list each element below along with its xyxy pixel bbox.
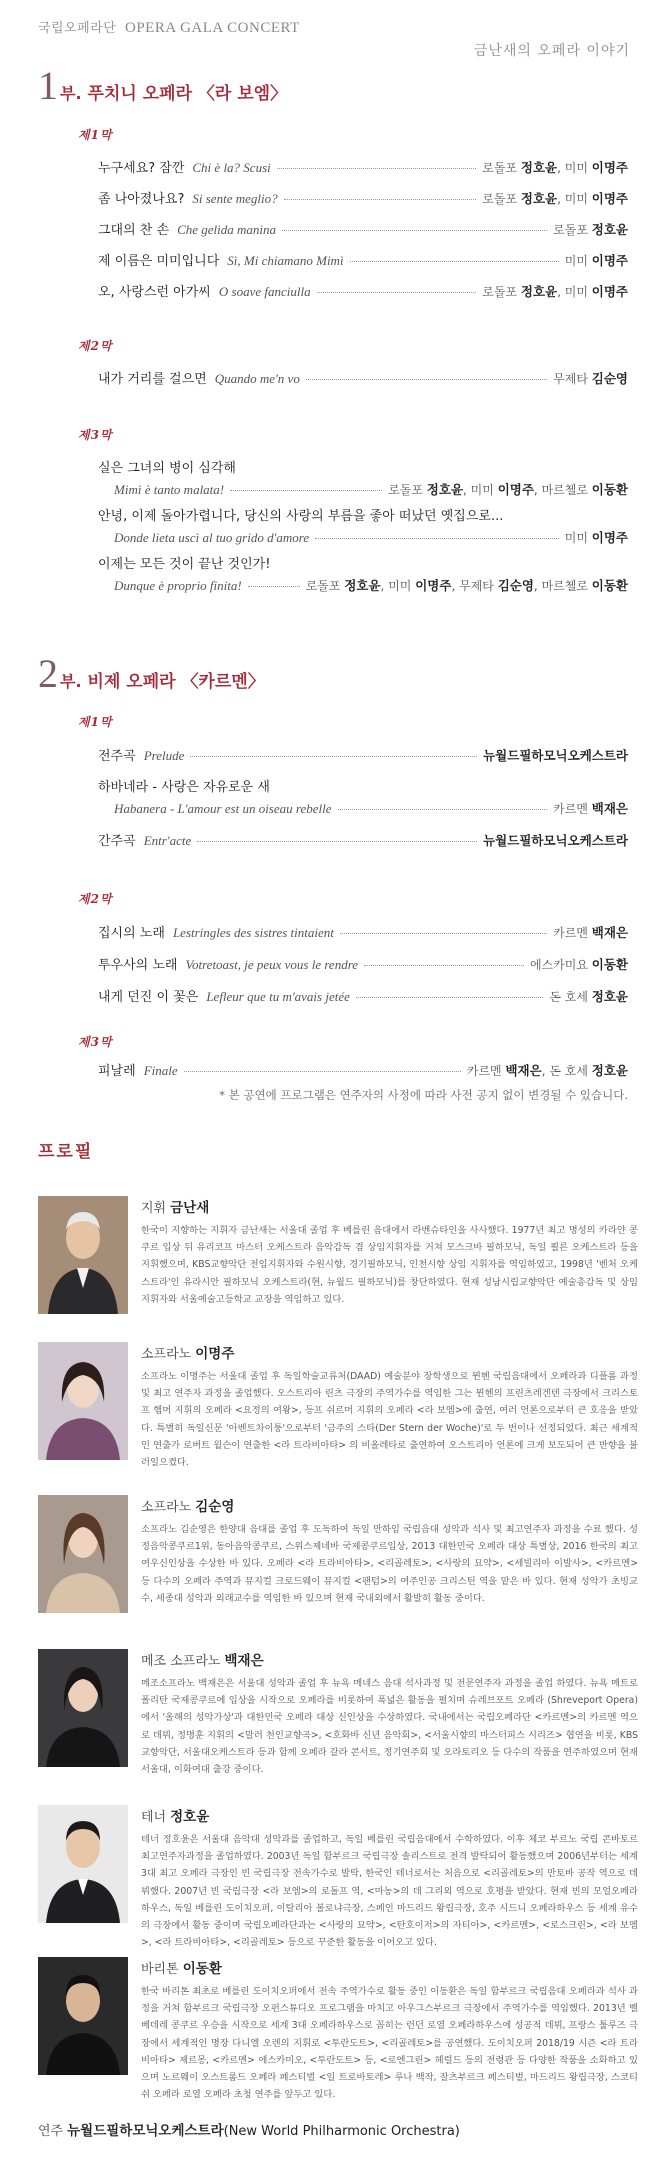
song-title-ko: 투우사의 노래 [98, 958, 178, 973]
program-row [98, 368, 628, 387]
leader-dots [364, 965, 524, 966]
profile-name: 김순영 [195, 1499, 235, 1515]
profile-bio: 메조소프라노 백재은은 서울대 성악과 졸업 후 뉴욕 메네스 음대 석사과정 및 전문연주자 과정을 졸업 하였다. 뉴욕 메트로폴리탄 국제콩쿠르에 입상을 시작으로 오페라를 비롯하여 폭넓은 활동을 펼치며 슈레브포트 오페라 (Shreveport Opera) 에서 '올해의 성악가상'과 대한민국 오페라 대상 신인상을 수상하였다. 국내에서는 국립오페라단 <카르멘>의 카르멘 역으로 데뷔, 정명훈 지휘의 <말러 천인교향곡>, <호화바 신년 음악회>, <서울시향의 마스터피스 시리즈> 협연을 비롯, KBS교향악단, 서울대오케스트라 등과 함께 오페라 갈라 콘서트, 정기연주회 및 오라토리오 등 다수의 작품을 연주하였으며 현재 서울대, 이화여대 출강 중이다. [141, 1678, 638, 1776]
song-title-ko: 그대의 찬 손 [98, 223, 170, 238]
leader-dots [230, 490, 382, 491]
header [0, 0, 670, 62]
cast: 미미 이명주 [564, 253, 628, 268]
part1-title: 푸치니 오페라 〈라 보엠〉 [87, 84, 288, 104]
cast: 무제타 김순영 [553, 371, 628, 386]
song-title-ko: 제 이름은 미미입니다 [98, 254, 220, 269]
song-title-ko: 안녕, 이제 돌아가렵니다, 당신의 사랑의 부름을 좋아 떠났던 옛집으로... [98, 509, 504, 524]
part2-act1-label: 제1막 [78, 715, 113, 729]
profile-name: 이동환 [182, 1961, 222, 1977]
song-title-original: Votretoast, je peux vous le rendre [185, 957, 359, 972]
song-title-original: O soave fanciulla [218, 284, 311, 299]
profile-bio: 한국 바리톤 최초로 베를린 도이치오퍼에서 전속 주역가수로 활동 중인 이동환은 독일 함부르크 국립음대 오페라과 석사 과정을 거쳐 함부르크 국립극장 오펀스튜디오 프로그램을 마치고 아우그스부르크 극장에서 주역가수를 역임했다. 2013년 벨베데레 콩쿠르 우승을 시작으로 세계 3대 오페라하우스로 꼽히는 런던 로열 오페라하우스에 성공적 데뷔, 프랑스 툴루즈 극장에서 세계적인 명장 다니엘 오렌의 지휘로 <투란도트>, <리골레토>를 공연했다. 도이치오퍼 2018/19 시즌 <라 트라비아타> 제르몽, <카르멘> 에스카미오, <투란도트> 등, <로엔그린> 헤럴드 등의 전령관 등 다양한 작품을 소화하고 있으며 노르웨이 오스트롬드 오페라 페스티벌 <일 트로바토레> 루나 백작, 잘츠부르크 페스티벌, 마드리드 왕립극장, 스코티쉬 오페라 로열 오페라 초청 연주를 앞두고 있다. [141, 1986, 639, 2101]
part1-number: 1 [38, 63, 58, 108]
song-title-ko: 내가 거리를 걸으면 [98, 372, 207, 387]
program-row [98, 457, 628, 498]
song-title-original: Che gelida manina [177, 222, 276, 237]
profile-bio: 소프라노 김순영은 한양대 음대를 졸업 후 도독하여 독일 만하임 국립음대 성악과 석사 및 최고연주자 과정을 수료 했다. 성정음악콩쿠르1위, 동아음악콩쿠르, 스위스제네바 국제콩쿠르입상, 2013 대한민국 오페라 대상 특별상, 2016 한국의 최고 여우신인상을 수상한 바 있다. 오페라 <라 트라비아타>, <리골레토>, <사랑의 묘약>, <세빌리아 이발사>, <카르멘> 등 다수의 오페라 주역과 뮤지컬 크로드웨이 뮤지컬 <팬텀>의 여주인공 크리스틴 역을 맡은 바 있다. 현재 성악가 초빙교수, 세종대 성악과 외래교수를 역임한 바 있으며 현재 국내외에서 활발히 활동 중이다. [141, 1524, 638, 1604]
program-change-note: * 본 공연에 프로그램은 연주자의 사정에 따라 사전 공지 없이 변경될 수 있습니다. [219, 1088, 628, 1102]
profile-name: 백재은 [224, 1653, 264, 1669]
song-title-original: Lestringles des sistres tintaient [172, 925, 334, 940]
part1-act2-label: 제2막 [78, 339, 113, 353]
program-row [98, 188, 628, 207]
part2-act3-label: 제3막 [78, 1035, 113, 1049]
song-title-original: Dunque è proprio finita! [114, 578, 242, 593]
program-row [98, 830, 628, 849]
song-title-ko: 오, 사랑스런 아가씨 [98, 285, 211, 300]
cast: 로돌포 정호윤, 미미 이명주, 마르첼로 이동환 [388, 482, 628, 497]
part2-number: 2 [38, 651, 58, 696]
cast: 로돌포 정호윤 [553, 222, 628, 237]
baritone-lee-photo [38, 1957, 128, 2075]
cast: 미미 이명주 [564, 530, 628, 545]
org-name-ko: 국립오페라단 [38, 21, 117, 36]
leader-dots [184, 1071, 461, 1072]
profile-name: 금난새 [170, 1200, 210, 1216]
song-title-ko: 내게 던진 이 꽃은 [98, 990, 199, 1005]
leader-dots [315, 538, 559, 539]
profile-role: 소프라노 [141, 1500, 192, 1515]
profile-heading: 프로필 [38, 1142, 94, 1162]
cast: 뉴월드필하모닉오케스트라 [483, 833, 628, 848]
program-row [98, 553, 628, 594]
song-title-original: Chi è la? Scusi [192, 160, 271, 175]
part2-bu: 부. [60, 672, 82, 691]
cast: 로돌포 정호윤, 미미 이명주 [482, 191, 628, 206]
profile-bio: 소프라노 이명주는 서울대 졸업 후 독일학술교류처(DAAD) 예술분야 장학생으로 뮌헨 국립음대에서 오페라과 디플롬 과정 및 최고 연주자 과정을 졸업했다. 오스트리아 린츠 극장의 주역가수를 역임한 그는 뮌헨의 프린츠레겐텐 극장에서 크리스토프 햄머 지휘의 오페라 <요정의 여왕>, 등프 쉬르머 지휘의 오페라 <라 보엠>에 출연, 여러 언론으로부터 큰 호응을 받았다. 특별히 독일신문 '아벤트차이퉁'으로부터 '금주의 스타(Der Stern der Woche)'로 두 번이나 선정되었다. 최근 세계적인 연출가 로버트 윌슨이 연출한 <라 트라비아타> 의 비올레타로 출연하여 오스트리아 언론에 크게 보도되어 큰 반향을 불러일으켰다. [141, 1371, 638, 1469]
leader-dots [277, 168, 477, 169]
profile-name: 이명주 [195, 1346, 235, 1362]
profile-role: 테너 [141, 1810, 167, 1825]
cast: 카르멘 백재은 [553, 801, 628, 816]
conductor-photo [38, 1196, 128, 1314]
leader-dots [190, 756, 477, 757]
profile-bio: 테너 정호윤은 서울대 음악대 성악과를 졸업하고, 독일 베를린 국립음대에서 수학하였다. 이후 체코 부르노 국립 콘바토르 최고연주자과정을 졸업하였다. 2003년 독일 함부르크 국립극장 솔리스트로 전격 발탁되어 활동했으며 2006년부터는 세계 3대 최고 오페라 극장인 빈 국립극장 전속가수로 발탁, 한국인 테너로서는 처음으로 <리골레토>의 만토바 공작 역으로 데뷔했다. 2007년 빈 국립극장 <라 보엠>의 로돌프 역, <마농>의 데 그리외 역으로 호평을 받았다. 현재 빈의 모얼오페라하우스, 독일 베를린 도이치오퍼, 이탈리아 볼로냐극장, 스페인 마드리드 왕립극장, 호주 시드니 오페라하우스 등 세계 유수의 극장에서 활동 중이며 국립오페라단과는 <사랑의 묘약>, <탄호이저>의 자티아>, <카르멘>, <로스크린>, <라 보엠>, <라 트라비아타>, <리골레토> 등으로 꾸준한 활동을 이어오고 있다. [141, 1834, 638, 1949]
mezzo-baek-photo [38, 1649, 128, 1767]
song-title-original: Entr'acte [143, 833, 192, 848]
part1-bu: 부. [60, 84, 82, 103]
org-name-en: OPERA GALA CONCERT [125, 20, 300, 36]
profile-role: 소프라노 [141, 1347, 192, 1362]
tenor-jung-photo [38, 1805, 128, 1923]
leader-dots [338, 809, 548, 810]
song-title-original: Prelude [143, 748, 185, 763]
cast: 에스카미요 이동환 [529, 957, 628, 972]
leader-dots [197, 841, 477, 842]
song-title-original: Si sente meglio? [192, 191, 278, 206]
program-row [98, 219, 628, 238]
program-row [98, 986, 628, 1005]
leader-dots [350, 261, 559, 262]
song-title-ko: 좀 나아졌나요? [98, 192, 185, 207]
program-row [98, 157, 628, 176]
program-row [98, 1060, 628, 1079]
song-title-ko: 집시의 노래 [98, 926, 165, 941]
cast: 로돌포 정호윤, 미미 이명주, 무제타 김순영, 마르첼로 이동환 [305, 578, 628, 593]
song-title-ko: 실은 그녀의 병이 심각해 [98, 461, 236, 476]
part1-heading [38, 62, 287, 109]
ensemble-label: 연주 [38, 2124, 64, 2139]
part2-act2-label: 제2막 [78, 892, 113, 906]
program-row [98, 954, 628, 973]
part1-act3-label: 제3막 [78, 428, 113, 442]
leader-dots [356, 997, 543, 998]
program-row [98, 745, 628, 764]
ensemble-name-en: (New World Philharmonic Orchestra) [223, 2124, 460, 2139]
program-row [98, 505, 628, 546]
song-title-ko: 하바네라 - 사랑은 자유로운 새 [98, 780, 270, 795]
ensemble-name: 뉴월드필하모닉오케스트라 [67, 2123, 224, 2139]
cast: 로돌포 정호윤, 미미 이명주 [482, 160, 628, 175]
song-title-ko: 전주곡 [98, 749, 136, 764]
profile-role: 메조 소프라노 [141, 1654, 221, 1669]
leader-dots [306, 379, 547, 380]
cast: 돈 호세 정호윤 [549, 989, 628, 1004]
song-title-original: Finale [143, 1063, 178, 1078]
song-title-ko: 간주곡 [98, 834, 136, 849]
soprano-lee-photo [38, 1342, 128, 1460]
part1-act1-label: 제1막 [78, 128, 113, 142]
program-row [98, 922, 628, 941]
soprano-kim-photo [38, 1495, 128, 1613]
song-title-original: Quando me'n vo [214, 371, 300, 386]
leader-dots [317, 292, 477, 293]
program-row [98, 250, 628, 269]
cast: 뉴월드필하모닉오케스트라 [483, 748, 628, 763]
profile-bio: 한국이 지향하는 지휘자 금난새는 서울대 졸업 후 베를린 음대에서 라벤슈타인을 사사했다. 1977년 최고 명성의 카라얀 콩쿠르 입상 뒤 유리코프 마스터 오케스트라 음악감독 겸 상임지휘자를 거쳐 모스크바 필하모닉, 독일 쾰른 오케스트라 등을 지휘했으며, KBS교향악단 전임지휘자와 수원시향, 경기필하모닉, 인천시향 상임 지휘자를 역임하였고, 1998년 '벤처 오케스트라'인 유라시안 필하모닉 오케스트라(현, 뉴월드 필하모닉)를 창단하였다. 현재 성남시립교향악단 예술총감독 및 상임지휘자와 서울예술고등학교 교장을 역임하고 있다. [141, 1225, 638, 1305]
song-title-original: Donde lieta uscì al tuo grido d'amore [114, 530, 310, 545]
song-title-ko: 피날레 [98, 1064, 136, 1079]
ensemble-credit [38, 2119, 460, 2139]
profile-role: 바리톤 [141, 1962, 179, 1977]
cast: 카르멘 백재은, 돈 호세 정호윤 [466, 1063, 628, 1078]
song-title-ko: 이제는 모든 것이 끝난 것인가! [98, 557, 271, 572]
leader-dots [340, 933, 547, 934]
song-title-original: Mimì è tanto malata! [114, 482, 225, 497]
song-title-original: Habanera - L'amour est un oiseau rebelle [114, 801, 332, 816]
song-title-original: Sì, Mi chiamano Mimì [227, 253, 344, 268]
profile-role: 지휘 [141, 1201, 167, 1216]
org-title [38, 17, 300, 37]
song-title-original: Lefleur que tu m'avais jetée [206, 989, 350, 1004]
cast: 카르멘 백재은 [553, 925, 628, 940]
cast: 로돌포 정호윤, 미미 이명주 [482, 284, 628, 299]
concert-subtitle: 금난새의 오페라 이야기 [473, 43, 630, 59]
leader-dots [248, 586, 300, 587]
leader-dots [284, 199, 477, 200]
profile-name: 정호윤 [170, 1809, 210, 1825]
program-row [98, 281, 628, 300]
song-title-ko: 누구세요? 잠깐 [98, 161, 185, 176]
program-row [98, 776, 628, 817]
part2-heading [38, 650, 265, 697]
leader-dots [282, 230, 547, 231]
part2-title: 비제 오페라 〈카르멘〉 [87, 672, 265, 692]
